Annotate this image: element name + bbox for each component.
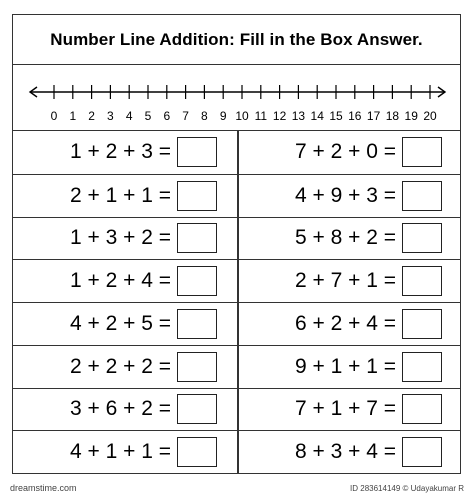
problem-cell-left: [13, 346, 237, 388]
number-line-label: 4: [125, 109, 133, 123]
number-line-label: 1: [69, 109, 77, 123]
problem-row: [13, 302, 460, 345]
problem-cell-left: [13, 175, 237, 217]
addition-expression: 1 + 2 + 3 =: [69, 140, 171, 164]
worksheet-title: Number Line Addition: Fill in the Box Answer.: [50, 29, 423, 49]
problem-row: [13, 131, 460, 174]
number-line-label: 6: [163, 109, 171, 123]
problem-row: [13, 174, 460, 217]
problem-cell-right: [239, 431, 462, 473]
number-line-label: 17: [366, 109, 381, 123]
addition-expression: 1 + 3 + 2 =: [69, 226, 171, 250]
number-line-label: 14: [310, 109, 324, 123]
number-line-label: 20: [423, 109, 437, 123]
problem-cell-left: [13, 389, 237, 431]
answer-box[interactable]: [177, 394, 217, 424]
addition-expression: 2 + 2 + 2 =: [69, 354, 171, 378]
problem-row: [13, 217, 460, 260]
problem-row: [13, 388, 460, 431]
addition-expression: 4 + 1 + 1 =: [69, 440, 171, 464]
problem-cell-left: [13, 131, 237, 174]
answer-box[interactable]: [177, 181, 217, 211]
answer-box[interactable]: [402, 309, 442, 339]
number-line-label: 7: [182, 109, 189, 123]
addition-expression: 2 + 7 + 1 =: [294, 269, 396, 293]
addition-expression: 1 + 2 + 4 =: [69, 269, 171, 293]
answer-box[interactable]: [177, 223, 217, 253]
problem-cell-left: [13, 431, 237, 473]
answer-box[interactable]: [402, 266, 442, 296]
number-line-label: 3: [107, 109, 114, 123]
problem-grid: [13, 131, 460, 473]
number-line-label: 10: [235, 109, 249, 123]
addition-expression: 7 + 2 + 0 =: [294, 140, 396, 164]
answer-box[interactable]: [402, 223, 442, 253]
addition-expression: 4 + 9 + 3 =: [294, 183, 396, 207]
addition-expression: 3 + 6 + 2 =: [69, 397, 171, 421]
worksheet: [12, 14, 461, 474]
problem-row: [13, 345, 460, 388]
answer-box[interactable]: [402, 352, 442, 382]
number-line: [13, 65, 462, 131]
answer-box[interactable]: [402, 437, 442, 467]
problem-cell-right: [239, 346, 462, 388]
answer-box[interactable]: [177, 437, 217, 467]
footer: [0, 478, 474, 500]
number-line-label: 2: [88, 109, 95, 123]
title-row: [13, 15, 460, 65]
number-line-label: 19: [404, 109, 418, 123]
answer-box[interactable]: [177, 266, 217, 296]
answer-box[interactable]: [402, 137, 442, 167]
watermark-text: dreamstime.com: [10, 483, 77, 493]
problem-row: [13, 259, 460, 302]
number-line-label: 12: [272, 109, 287, 123]
answer-box[interactable]: [402, 181, 442, 211]
problem-cell-right: [239, 389, 462, 431]
answer-box[interactable]: [177, 352, 217, 382]
addition-expression: 4 + 2 + 5 =: [69, 311, 171, 335]
answer-box[interactable]: [402, 394, 442, 424]
number-line-label: 16: [348, 109, 362, 123]
answer-box[interactable]: [177, 309, 217, 339]
number-line-label: 5: [144, 109, 152, 123]
problem-cell-right: [239, 260, 462, 302]
answer-box[interactable]: [177, 137, 217, 167]
problem-row: [13, 430, 460, 473]
number-line-label: 15: [329, 109, 343, 123]
number-line-label: 8: [201, 109, 208, 123]
addition-expression: 7 + 1 + 7 =: [294, 397, 396, 421]
addition-expression: 2 + 1 + 1 =: [69, 183, 171, 207]
problem-cell-right: [239, 175, 462, 217]
number-line-label: 9: [219, 109, 227, 123]
addition-expression: 6 + 2 + 4 =: [294, 311, 396, 335]
addition-expression: 8 + 3 + 4 =: [294, 440, 396, 464]
problem-cell-left: [13, 260, 237, 302]
number-line-label: 0: [50, 109, 58, 123]
problem-cell-left: [13, 303, 237, 345]
problem-cell-right: [239, 131, 462, 174]
number-line-label: 11: [254, 109, 268, 123]
number-line-label: 13: [291, 109, 306, 123]
image-credit: ID 283614149 © Udayakumar R: [350, 484, 464, 493]
problem-cell-left: [13, 218, 237, 260]
number-line-label: 18: [385, 109, 400, 123]
addition-expression: 9 + 1 + 1 =: [294, 354, 396, 378]
problem-cell-right: [239, 303, 462, 345]
problem-cell-right: [239, 218, 462, 260]
addition-expression: 5 + 8 + 2 =: [294, 226, 396, 250]
number-line-row: [13, 65, 460, 131]
